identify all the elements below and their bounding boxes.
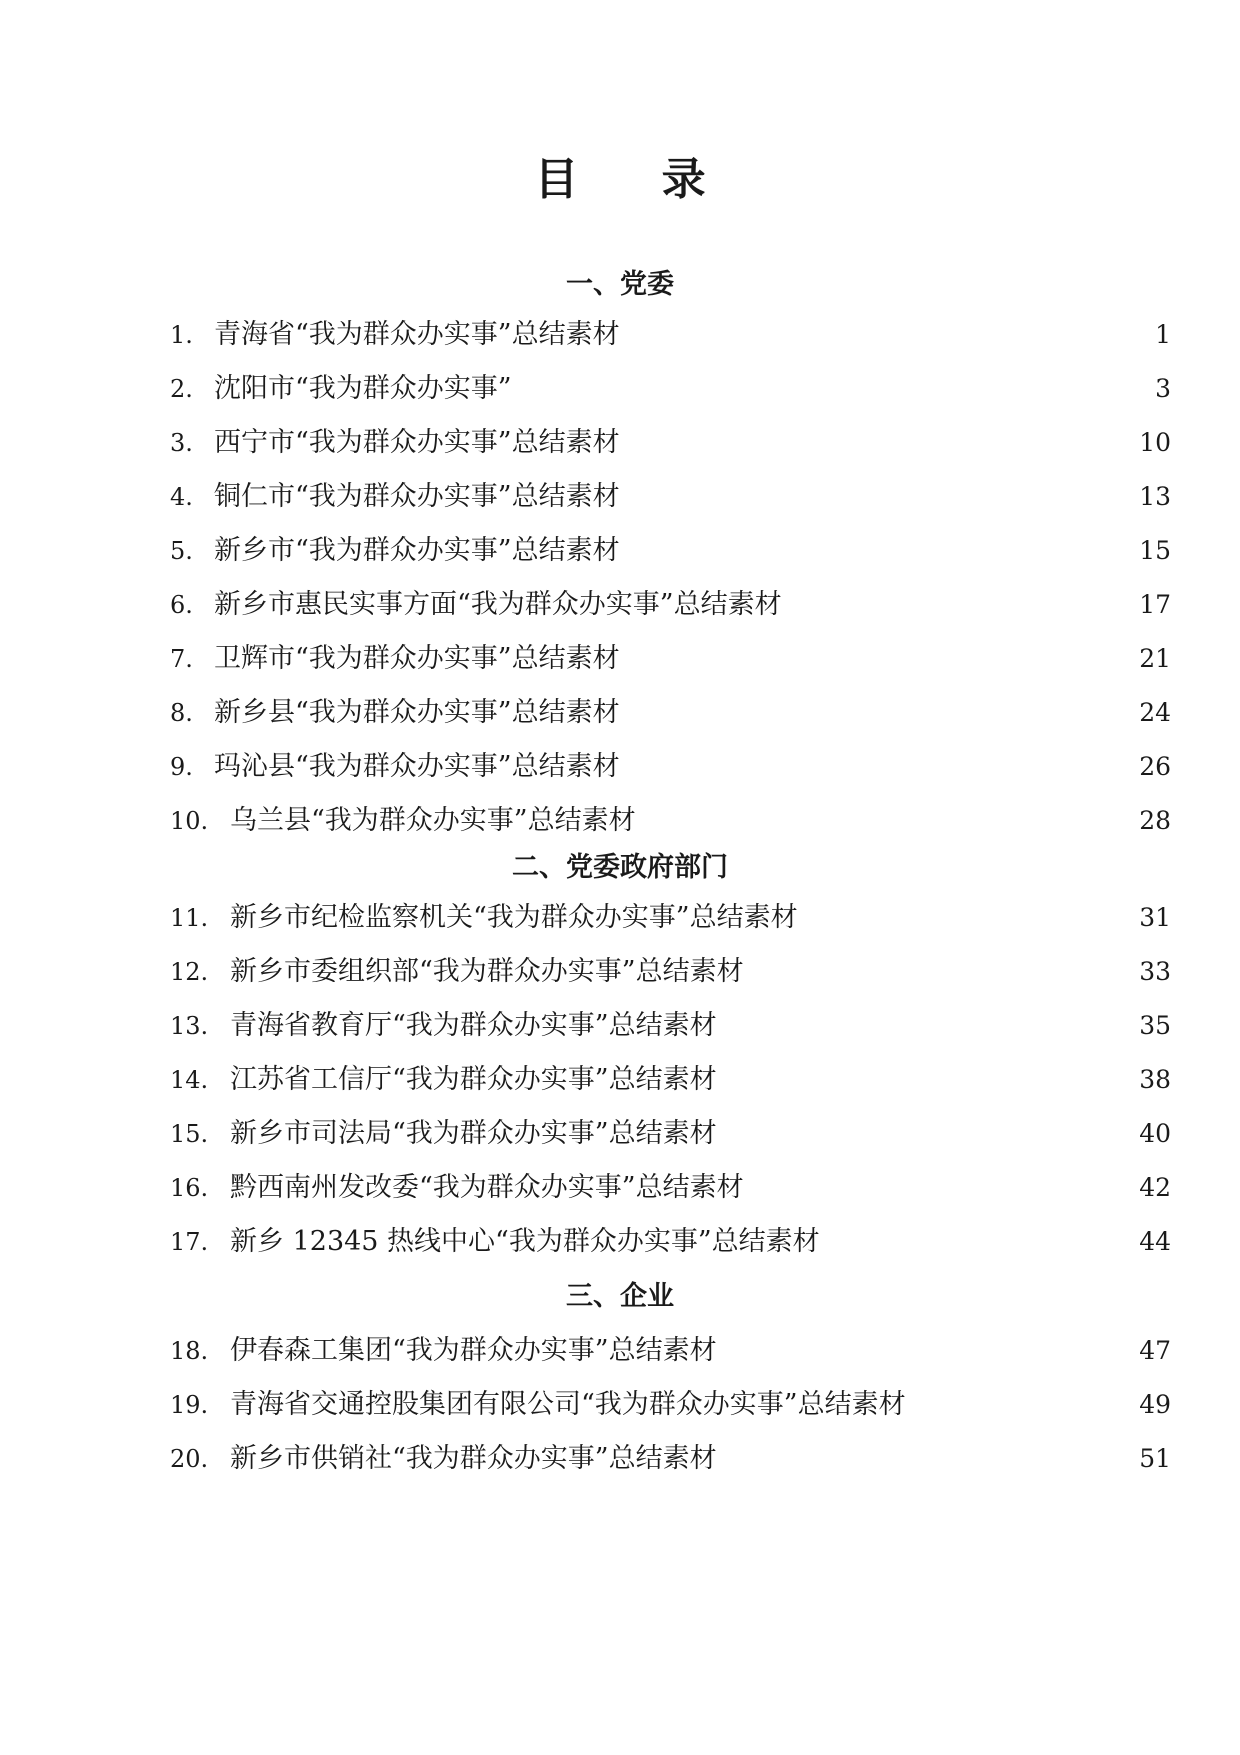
toc-entry: [170, 1387, 1171, 1423]
entry-title: 新乡市惠民实事方面“我为群众办实事”总结素材: [214, 589, 782, 620]
entry-number: 19.: [170, 1391, 209, 1419]
entry-number: 12.: [170, 958, 209, 986]
entry-title: 新乡市司法局“我为群众办实事”总结素材: [230, 1118, 717, 1149]
toc-entry: [170, 587, 1171, 623]
toc-entry: [170, 425, 1171, 461]
entry-page-number: 31: [1139, 903, 1171, 932]
entry-page-number: 15: [1139, 536, 1171, 565]
toc-entry: [170, 695, 1171, 731]
toc-entry: [170, 1116, 1171, 1152]
entry-page-number: 47: [1139, 1336, 1171, 1365]
toc-entry: [170, 1441, 1171, 1477]
section-heading: 一、党委: [566, 269, 674, 300]
entry-page-number: 10: [1139, 428, 1171, 457]
toc-entry: [170, 954, 1171, 990]
entry-page-number: 44: [1139, 1227, 1171, 1256]
toc-entry: [170, 1062, 1171, 1098]
toc-entry: [170, 1333, 1171, 1369]
entry-title: 新乡市供销社“我为群众办实事”总结素材: [230, 1443, 717, 1474]
entry-page-number: 17: [1139, 590, 1171, 619]
entry-number: 3.: [170, 429, 193, 457]
entry-number: 11.: [170, 904, 209, 932]
entry-page-number: 24: [1139, 698, 1171, 727]
entry-number: 20.: [170, 1445, 209, 1473]
toc-entry: [170, 317, 1171, 353]
entry-number: 14.: [170, 1066, 209, 1094]
entry-number: 2.: [170, 375, 193, 403]
entry-number: 13.: [170, 1012, 209, 1040]
toc-entry: [170, 900, 1171, 936]
entry-number: 16.: [170, 1174, 209, 1202]
entry-number: 15.: [170, 1120, 209, 1148]
toc-entry: [170, 1170, 1171, 1206]
toc-entry: [170, 1224, 1171, 1260]
entry-number: 5.: [170, 537, 193, 565]
entry-number: 9.: [170, 753, 193, 781]
entry-page-number: 1: [1155, 320, 1171, 349]
entry-title: 沈阳市“我为群众办实事”: [214, 373, 512, 404]
page-title: 目 录: [534, 154, 740, 205]
entry-title: 新乡市纪检监察机关“我为群众办实事”总结素材: [230, 902, 798, 933]
entry-title: 新乡市委组织部“我为群众办实事”总结素材: [230, 956, 744, 987]
entry-title: 伊春森工集团“我为群众办实事”总结素材: [230, 1335, 717, 1366]
entry-number: 4.: [170, 483, 193, 511]
toc-entry: [170, 371, 1171, 407]
entry-title: 乌兰县“我为群众办实事”总结素材: [230, 805, 636, 836]
toc-entry: [170, 641, 1171, 677]
entry-page-number: 38: [1139, 1065, 1171, 1094]
toc-entry: [170, 749, 1171, 785]
entry-page-number: 26: [1139, 752, 1171, 781]
entry-number: 8.: [170, 699, 193, 727]
entry-title: 青海省交通控股集团有限公司“我为群众办实事”总结素材: [230, 1389, 906, 1420]
toc-entry: [170, 533, 1171, 569]
entry-number: 1.: [170, 321, 193, 349]
entry-number: 7.: [170, 645, 193, 673]
section-heading: 二、党委政府部门: [512, 852, 728, 883]
entry-title: 铜仁市“我为群众办实事”总结素材: [214, 481, 620, 512]
entry-page-number: 42: [1139, 1173, 1171, 1202]
entry-page-number: 49: [1139, 1390, 1171, 1419]
entry-title: 玛沁县“我为群众办实事”总结素材: [214, 751, 620, 782]
section-heading: 三、企业: [566, 1281, 674, 1312]
entry-title: 新乡市“我为群众办实事”总结素材: [214, 535, 620, 566]
toc-entry: [170, 1008, 1171, 1044]
entry-page-number: 3: [1155, 374, 1171, 403]
entry-page-number: 40: [1139, 1119, 1171, 1148]
entry-number: 18.: [170, 1337, 209, 1365]
entry-title: 青海省教育厅“我为群众办实事”总结素材: [230, 1010, 717, 1041]
toc-entry: [170, 803, 1171, 839]
entry-page-number: 35: [1139, 1011, 1171, 1040]
entry-title: 卫辉市“我为群众办实事”总结素材: [214, 643, 620, 674]
entry-page-number: 13: [1139, 482, 1171, 511]
entry-page-number: 33: [1139, 957, 1171, 986]
entry-number: 6.: [170, 591, 193, 619]
entry-page-number: 28: [1139, 806, 1171, 835]
entry-title: 青海省“我为群众办实事”总结素材: [214, 319, 620, 350]
toc-entry: [170, 479, 1171, 515]
entry-title: 黔西南州发改委“我为群众办实事”总结素材: [230, 1172, 744, 1203]
entry-page-number: 21: [1139, 644, 1171, 673]
entry-number: 17.: [170, 1228, 209, 1256]
entry-title: 江苏省工信厅“我为群众办实事”总结素材: [230, 1064, 717, 1095]
entry-number: 10.: [170, 807, 209, 835]
entry-title: 新乡县“我为群众办实事”总结素材: [214, 697, 620, 728]
entry-page-number: 51: [1139, 1444, 1171, 1473]
entry-title: 新乡 12345 热线中心“我为群众办实事”总结素材: [230, 1226, 820, 1257]
entry-title: 西宁市“我为群众办实事”总结素材: [214, 427, 620, 458]
